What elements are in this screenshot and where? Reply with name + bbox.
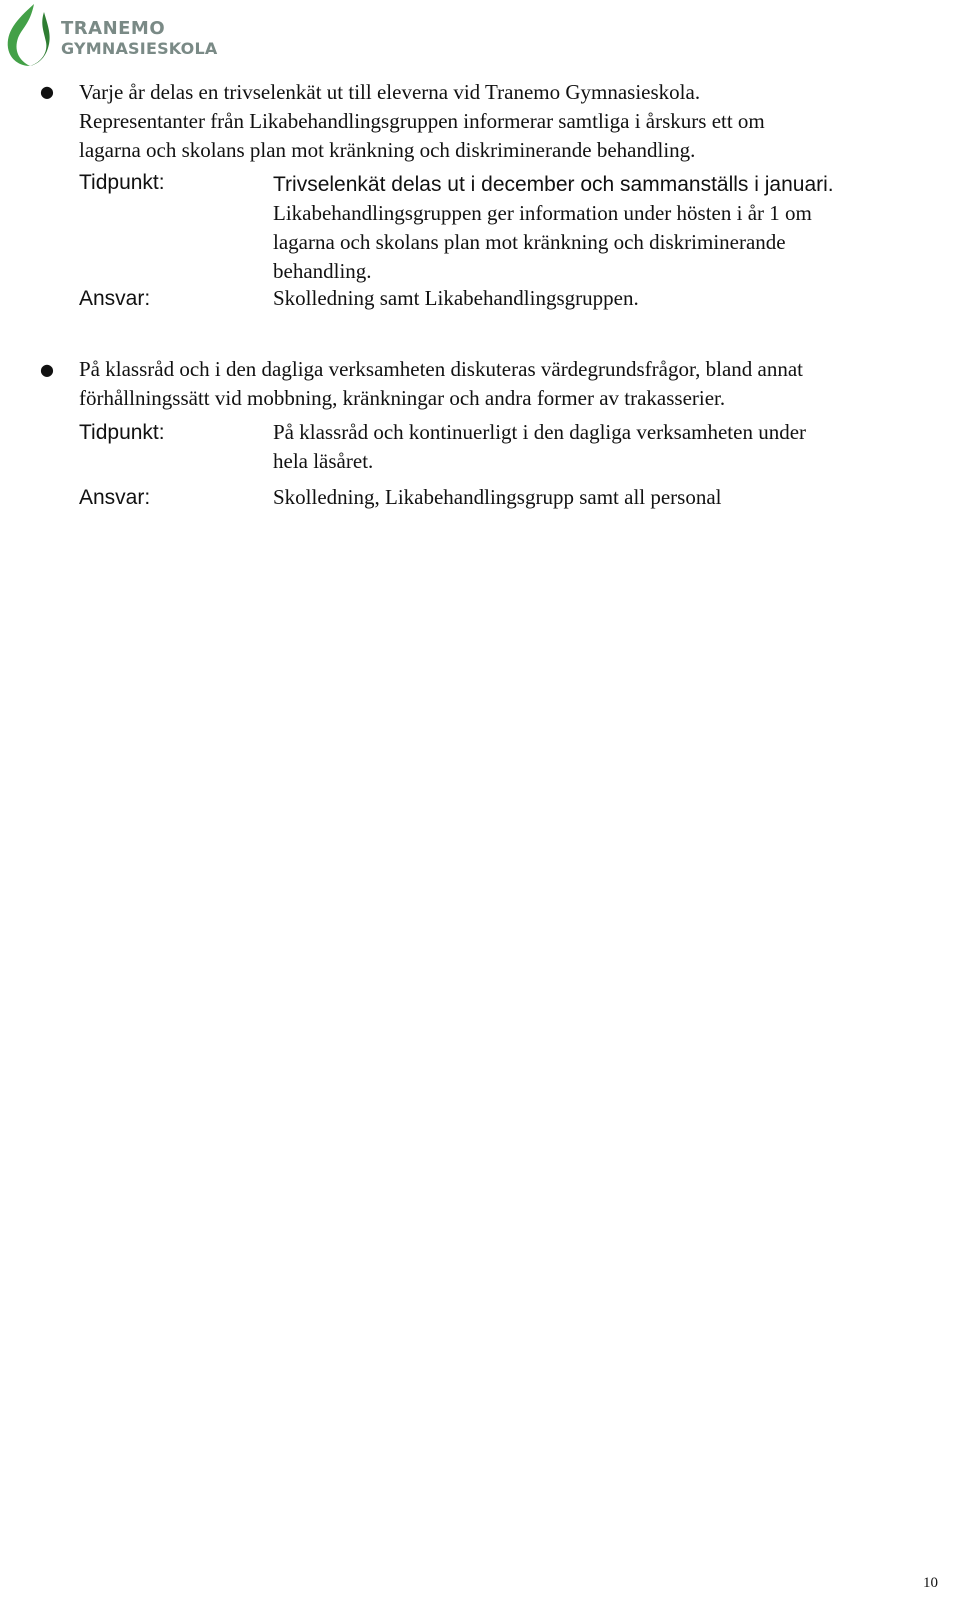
section1-tidpunkt-label: Tidpunkt: (79, 171, 165, 194)
bullet-icon: ● (40, 360, 54, 379)
tidpunkt-line: hela läsåret. (273, 449, 374, 473)
tidpunkt-line: behandling. (273, 259, 372, 283)
section2-ansvar-text: Skolledning, Likabehandlingsgrupp samt all personal (273, 485, 722, 509)
section2-line: På klassråd och i den dagliga verksamheten diskuteras värdegrundsfrågor, bland annat (79, 357, 804, 381)
section2-ansvar-label: Ansvar: (79, 486, 151, 509)
section1-tidpunkt-text (273, 170, 834, 286)
page-number: 10 (923, 1575, 938, 1591)
logo-line2: GYMNASIESKOLA (61, 39, 218, 58)
section1-line: Representanter från Likabehandlingsgruppen informerar samtliga i årskurs ett om (79, 109, 765, 133)
bullet-icon: ● (40, 82, 54, 101)
tidpunkt-line: På klassråd och kontinuerligt i den dagliga verksamheten under (273, 420, 807, 444)
logo-line1: TRANEMO (61, 18, 166, 39)
tidpunkt-line: lagarna och skolans plan mot kränkning och diskriminerande (273, 230, 786, 254)
tidpunkt-line: Likabehandlingsgruppen ger information under hösten i år 1 om (273, 201, 812, 225)
section1-ansvar-label: Ansvar: (79, 287, 151, 310)
tidpunkt-line: Trivselenkät delas ut i december och sammanställs i januari. (273, 173, 834, 196)
section1-paragraph (79, 78, 765, 165)
section1-ansvar-text: Skolledning samt Likabehandlingsgruppen. (273, 286, 639, 310)
school-logo (4, 2, 218, 68)
section2-tidpunkt-label: Tidpunkt: (79, 421, 165, 444)
section2-line: förhållningssätt vid mobbning, kränkningar och andra former av trakasserier. (79, 386, 726, 410)
section2-tidpunkt-text (273, 418, 806, 476)
section2-paragraph (79, 355, 803, 413)
section1-line: lagarna och skolans plan mot kränkning och diskriminerande behandling. (79, 138, 696, 162)
flame-logo-icon (4, 2, 60, 68)
section1-line: Varje år delas en trivselenkät ut till eleverna vid Tranemo Gymnasieskola. (79, 80, 701, 104)
